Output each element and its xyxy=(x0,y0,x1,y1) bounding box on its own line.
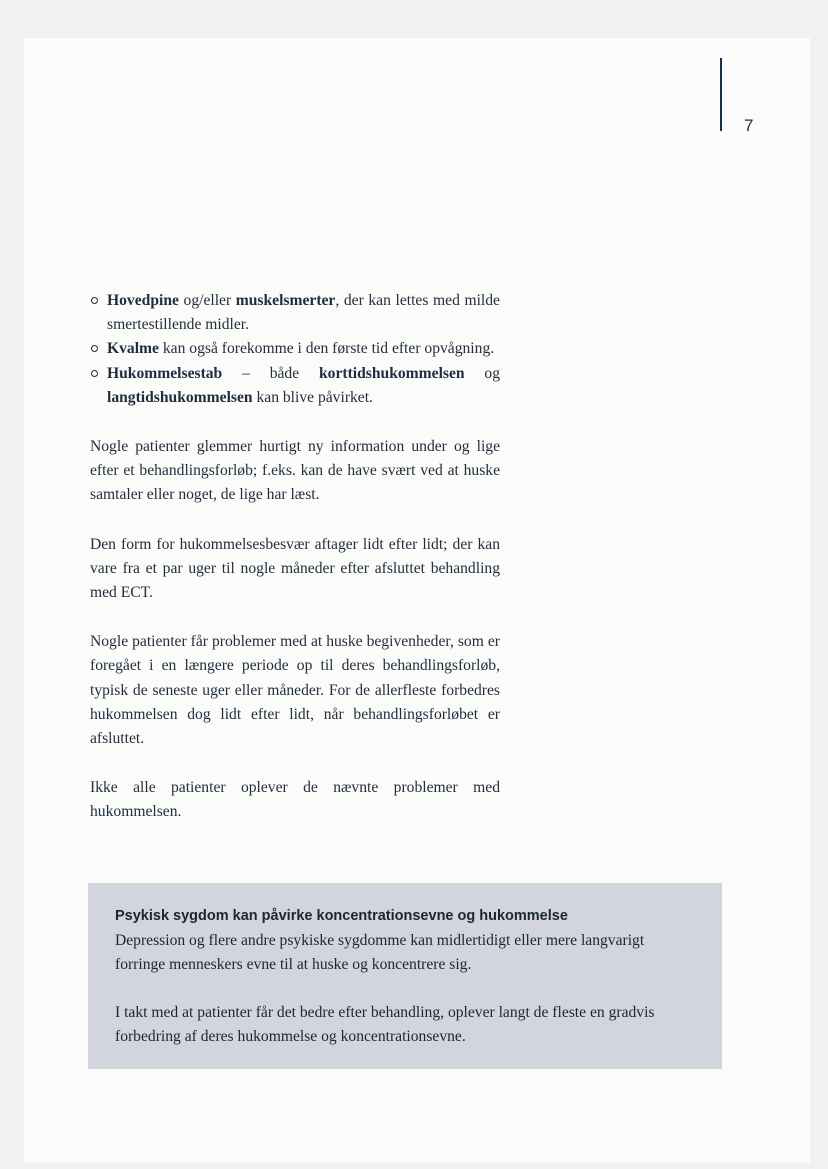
bullet-term: langtidshukommelsen xyxy=(107,388,253,406)
info-box xyxy=(88,883,722,1069)
bullet-text: – både xyxy=(222,364,319,382)
bullet-text: og xyxy=(464,364,500,382)
bullet-term: Kvalme xyxy=(107,340,159,358)
info-box-title: Psykisk sygdom kan påvirke koncentrationsevne og hukommelse xyxy=(115,908,568,924)
bullet-text: kan også forekomme i den første tid efter opvågning. xyxy=(158,340,495,358)
bullet-text: og/eller xyxy=(178,292,236,309)
bullet-item-nausea xyxy=(90,337,500,361)
bullet-circle-icon xyxy=(91,297,98,304)
paragraph: Ikke alle patienter oplever de nævnte problemer med hukommelsen. xyxy=(90,779,500,821)
bullet-term: muskelsmerter xyxy=(235,292,336,309)
bullet-item-memory-loss xyxy=(90,362,500,410)
bullet-item-headache xyxy=(90,289,500,337)
body-text xyxy=(90,289,500,825)
page-number-rule xyxy=(720,58,722,131)
bullet-term: Hovedpine xyxy=(107,292,179,309)
bullet-circle-icon xyxy=(91,370,98,377)
bullet-text: kan blive påvirket. xyxy=(252,388,373,406)
paragraph: Den form for hukommelsesbesvær aftager lidt efter lidt; der kan vare fra et par uger til nogle måneder efter afsluttet behandling med ECT. xyxy=(90,535,500,602)
info-box-text: I takt med at patienter får det bedre efter behandling, oplever langt de fleste en gradvis forbedring af deres hukommelse og koncentrationsevne. xyxy=(115,1003,655,1045)
info-box-text: Depression og flere andre psykiske sygdomme kan midlertidigt eller mere langvarigt forringe menneskers evne til at huske og koncentrere sig. xyxy=(115,931,645,973)
bullet-term: Hukommelsestab xyxy=(107,364,223,382)
bullet-term: korttidshukommelsen xyxy=(319,364,465,382)
bullet-circle-icon xyxy=(91,345,98,352)
paragraph: Nogle patienter får problemer med at huske begivenheder, som er foregået i en længere periode op til deres behandlingsforløb, typisk de seneste uger eller måneder. For de allerfleste forbedres hukommelsen dog lidt efter lidt, når behandlingsforløbet er afsluttet. xyxy=(90,633,500,748)
page-number: 7 xyxy=(744,116,754,135)
bullet-text: , der kan lettes med milde smertestillende midler. xyxy=(107,292,500,334)
side-effects-list xyxy=(90,289,500,410)
paragraph: Nogle patienter glemmer hurtigt ny information under og lige efter et behandlingsforløb; f.eks. kan de have svært ved at huske samtaler eller noget, de lige har læst. xyxy=(90,438,500,504)
